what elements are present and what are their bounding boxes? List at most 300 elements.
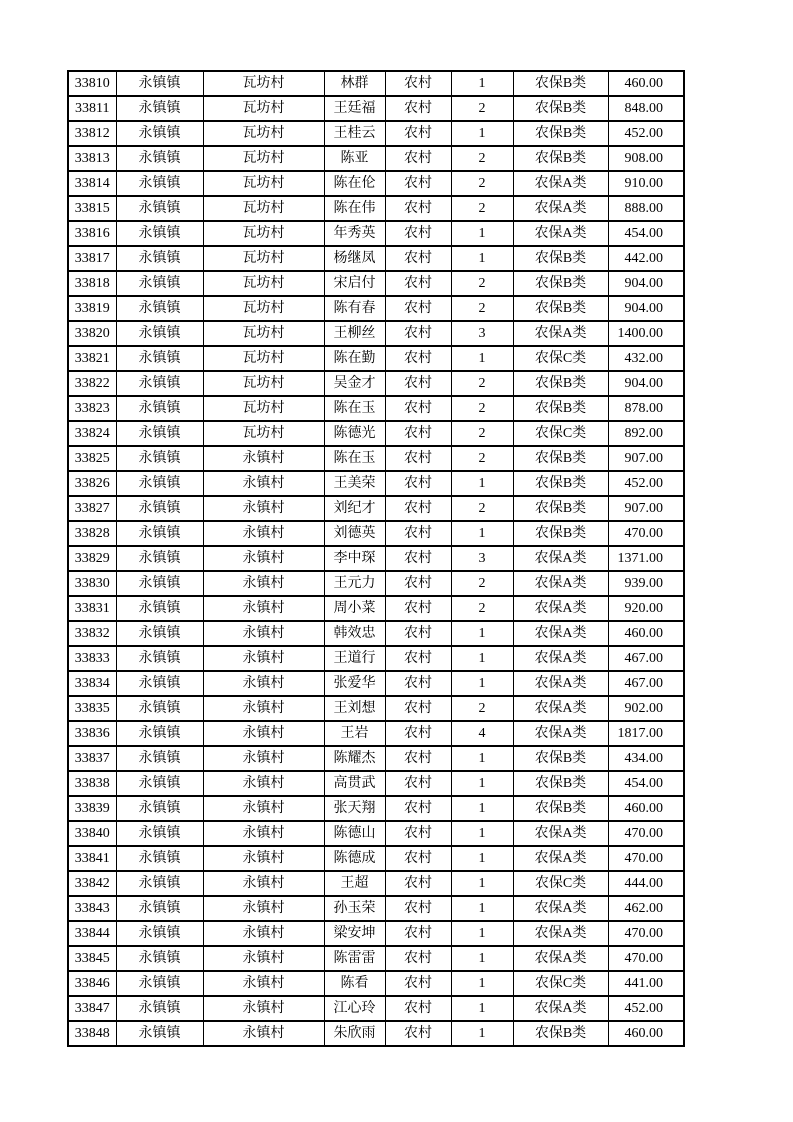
table-row [68,171,684,196]
insurance-category-cell: 农保A类 [513,321,608,346]
town-cell: 永镇镇 [116,896,203,921]
village-cell: 永镇村 [203,796,324,821]
serial-number-cell: 33831 [68,596,116,621]
town-cell: 永镇镇 [116,546,203,571]
person-name-cell: 王岩 [324,721,385,746]
village-cell: 瓦坊村 [203,96,324,121]
insurance-category-cell: 农保C类 [513,871,608,896]
village-cell: 瓦坊村 [203,246,324,271]
amount-cell: 462.00 [608,896,684,921]
person-count-cell: 1 [451,796,513,821]
person-name-cell: 陈看 [324,971,385,996]
locality-type-cell: 农村 [385,521,451,546]
village-cell: 瓦坊村 [203,321,324,346]
amount-cell: 920.00 [608,596,684,621]
locality-type-cell: 农村 [385,796,451,821]
person-name-cell: 吴金才 [324,371,385,396]
serial-number-cell: 33824 [68,421,116,446]
person-count-cell: 2 [451,96,513,121]
person-name-cell: 江心玲 [324,996,385,1021]
amount-cell: 460.00 [608,796,684,821]
village-cell: 永镇村 [203,821,324,846]
serial-number-cell: 33844 [68,921,116,946]
amount-cell: 848.00 [608,96,684,121]
amount-cell: 878.00 [608,396,684,421]
table-row [68,1021,684,1046]
insurance-category-cell: 农保A类 [513,221,608,246]
person-name-cell: 年秀英 [324,221,385,246]
serial-number-cell: 33834 [68,671,116,696]
person-count-cell: 1 [451,246,513,271]
locality-type-cell: 农村 [385,471,451,496]
person-name-cell: 周小菜 [324,596,385,621]
village-cell: 永镇村 [203,996,324,1021]
table-row [68,521,684,546]
table-row [68,196,684,221]
insurance-category-cell: 农保C类 [513,421,608,446]
town-cell: 永镇镇 [116,121,203,146]
village-cell: 永镇村 [203,846,324,871]
locality-type-cell: 农村 [385,771,451,796]
person-count-cell: 1 [451,621,513,646]
village-cell: 永镇村 [203,496,324,521]
locality-type-cell: 农村 [385,496,451,521]
insurance-category-cell: 农保A类 [513,846,608,871]
person-name-cell: 杨继凤 [324,246,385,271]
insurance-category-cell: 农保A类 [513,646,608,671]
locality-type-cell: 农村 [385,246,451,271]
amount-cell: 452.00 [608,471,684,496]
town-cell: 永镇镇 [116,396,203,421]
person-count-cell: 1 [451,771,513,796]
amount-cell: 904.00 [608,271,684,296]
village-cell: 永镇村 [203,696,324,721]
locality-type-cell: 农村 [385,996,451,1021]
person-count-cell: 1 [451,921,513,946]
insurance-category-cell: 农保A类 [513,696,608,721]
table-row [68,546,684,571]
town-cell: 永镇镇 [116,846,203,871]
town-cell: 永镇镇 [116,671,203,696]
table-row [68,771,684,796]
table-row [68,121,684,146]
village-cell: 永镇村 [203,746,324,771]
person-count-cell: 1 [451,471,513,496]
town-cell: 永镇镇 [116,96,203,121]
insurance-category-cell: 农保A类 [513,621,608,646]
insurance-category-cell: 农保A类 [513,596,608,621]
table-row [68,221,684,246]
town-cell: 永镇镇 [116,696,203,721]
locality-type-cell: 农村 [385,421,451,446]
insurance-category-cell: 农保A类 [513,196,608,221]
locality-type-cell: 农村 [385,971,451,996]
insurance-category-cell: 农保B类 [513,246,608,271]
serial-number-cell: 33829 [68,546,116,571]
person-count-cell: 3 [451,546,513,571]
serial-number-cell: 33837 [68,746,116,771]
village-cell: 永镇村 [203,446,324,471]
serial-number-cell: 33830 [68,571,116,596]
person-count-cell: 1 [451,646,513,671]
person-count-cell: 2 [451,446,513,471]
amount-cell: 904.00 [608,371,684,396]
town-cell: 永镇镇 [116,571,203,596]
person-name-cell: 梁安坤 [324,921,385,946]
town-cell: 永镇镇 [116,146,203,171]
insurance-category-cell: 农保A类 [513,571,608,596]
pension-roster-table [67,70,685,1047]
town-cell: 永镇镇 [116,821,203,846]
town-cell: 永镇镇 [116,71,203,96]
town-cell: 永镇镇 [116,621,203,646]
serial-number-cell: 33848 [68,1021,116,1046]
amount-cell: 460.00 [608,71,684,96]
serial-number-cell: 33842 [68,871,116,896]
locality-type-cell: 农村 [385,396,451,421]
person-name-cell: 王超 [324,871,385,896]
town-cell: 永镇镇 [116,921,203,946]
person-count-cell: 2 [451,196,513,221]
person-name-cell: 张爱华 [324,671,385,696]
village-cell: 瓦坊村 [203,271,324,296]
table-row [68,246,684,271]
table-row [68,471,684,496]
amount-cell: 910.00 [608,171,684,196]
person-name-cell: 陈德成 [324,846,385,871]
serial-number-cell: 33838 [68,771,116,796]
amount-cell: 432.00 [608,346,684,371]
amount-cell: 1817.00 [608,721,684,746]
table-row [68,596,684,621]
amount-cell: 908.00 [608,146,684,171]
village-cell: 瓦坊村 [203,121,324,146]
locality-type-cell: 农村 [385,746,451,771]
table-row [68,996,684,1021]
insurance-category-cell: 农保B类 [513,121,608,146]
serial-number-cell: 33823 [68,396,116,421]
village-cell: 瓦坊村 [203,196,324,221]
village-cell: 永镇村 [203,946,324,971]
table-row [68,146,684,171]
town-cell: 永镇镇 [116,321,203,346]
amount-cell: 907.00 [608,496,684,521]
village-cell: 瓦坊村 [203,396,324,421]
table-row [68,921,684,946]
locality-type-cell: 农村 [385,646,451,671]
serial-number-cell: 33840 [68,821,116,846]
town-cell: 永镇镇 [116,246,203,271]
person-count-cell: 4 [451,721,513,746]
amount-cell: 460.00 [608,621,684,646]
person-name-cell: 陈雷雷 [324,946,385,971]
table-row [68,496,684,521]
locality-type-cell: 农村 [385,121,451,146]
person-name-cell: 张天翔 [324,796,385,821]
serial-number-cell: 33828 [68,521,116,546]
serial-number-cell: 33825 [68,446,116,471]
locality-type-cell: 农村 [385,321,451,346]
table-row [68,96,684,121]
town-cell: 永镇镇 [116,421,203,446]
table-row [68,696,684,721]
insurance-category-cell: 农保B类 [513,496,608,521]
table-row [68,846,684,871]
village-cell: 瓦坊村 [203,421,324,446]
locality-type-cell: 农村 [385,871,451,896]
amount-cell: 470.00 [608,921,684,946]
person-name-cell: 王刘想 [324,696,385,721]
serial-number-cell: 33810 [68,71,116,96]
person-name-cell: 陈在勤 [324,346,385,371]
village-cell: 永镇村 [203,871,324,896]
town-cell: 永镇镇 [116,171,203,196]
table-row [68,796,684,821]
amount-cell: 452.00 [608,121,684,146]
amount-cell: 1371.00 [608,546,684,571]
serial-number-cell: 33811 [68,96,116,121]
insurance-category-cell: 农保B类 [513,296,608,321]
person-name-cell: 王元力 [324,571,385,596]
serial-number-cell: 33841 [68,846,116,871]
locality-type-cell: 农村 [385,296,451,321]
serial-number-cell: 33846 [68,971,116,996]
person-count-cell: 2 [451,421,513,446]
table-row [68,271,684,296]
serial-number-cell: 33821 [68,346,116,371]
locality-type-cell: 农村 [385,546,451,571]
insurance-category-cell: 农保B类 [513,396,608,421]
serial-number-cell: 33845 [68,946,116,971]
serial-number-cell: 33815 [68,196,116,221]
town-cell: 永镇镇 [116,296,203,321]
insurance-category-cell: 农保B类 [513,471,608,496]
insurance-category-cell: 农保B类 [513,96,608,121]
serial-number-cell: 33822 [68,371,116,396]
locality-type-cell: 农村 [385,571,451,596]
table-row [68,946,684,971]
person-count-cell: 3 [451,321,513,346]
insurance-category-cell: 农保B类 [513,796,608,821]
insurance-category-cell: 农保A类 [513,996,608,1021]
amount-cell: 892.00 [608,421,684,446]
amount-cell: 441.00 [608,971,684,996]
person-count-cell: 1 [451,871,513,896]
person-count-cell: 2 [451,396,513,421]
town-cell: 永镇镇 [116,721,203,746]
person-count-cell: 1 [451,346,513,371]
locality-type-cell: 农村 [385,171,451,196]
locality-type-cell: 农村 [385,146,451,171]
table-row [68,571,684,596]
pension-roster-body [68,71,684,1046]
person-name-cell: 陈亚 [324,146,385,171]
village-cell: 瓦坊村 [203,296,324,321]
town-cell: 永镇镇 [116,996,203,1021]
locality-type-cell: 农村 [385,221,451,246]
town-cell: 永镇镇 [116,371,203,396]
amount-cell: 470.00 [608,821,684,846]
serial-number-cell: 33833 [68,646,116,671]
amount-cell: 1400.00 [608,321,684,346]
insurance-category-cell: 农保A类 [513,546,608,571]
serial-number-cell: 33827 [68,496,116,521]
town-cell: 永镇镇 [116,221,203,246]
table-row [68,446,684,471]
village-cell: 永镇村 [203,521,324,546]
village-cell: 永镇村 [203,546,324,571]
locality-type-cell: 农村 [385,671,451,696]
amount-cell: 442.00 [608,246,684,271]
table-row [68,671,684,696]
locality-type-cell: 农村 [385,271,451,296]
amount-cell: 454.00 [608,221,684,246]
town-cell: 永镇镇 [116,446,203,471]
person-count-cell: 2 [451,371,513,396]
person-count-cell: 1 [451,121,513,146]
insurance-category-cell: 农保A类 [513,821,608,846]
serial-number-cell: 33819 [68,296,116,321]
insurance-category-cell: 农保B类 [513,71,608,96]
locality-type-cell: 农村 [385,946,451,971]
town-cell: 永镇镇 [116,646,203,671]
insurance-category-cell: 农保C类 [513,346,608,371]
person-count-cell: 2 [451,596,513,621]
town-cell: 永镇镇 [116,746,203,771]
amount-cell: 470.00 [608,521,684,546]
person-name-cell: 高贯武 [324,771,385,796]
amount-cell: 888.00 [608,196,684,221]
person-name-cell: 林群 [324,71,385,96]
table-row [68,721,684,746]
amount-cell: 452.00 [608,996,684,1021]
town-cell: 永镇镇 [116,496,203,521]
person-count-cell: 2 [451,146,513,171]
insurance-category-cell: 农保A类 [513,896,608,921]
person-name-cell: 陈在伦 [324,171,385,196]
person-count-cell: 1 [451,971,513,996]
village-cell: 瓦坊村 [203,146,324,171]
table-row [68,71,684,96]
person-count-cell: 2 [451,171,513,196]
village-cell: 永镇村 [203,646,324,671]
village-cell: 永镇村 [203,721,324,746]
amount-cell: 904.00 [608,296,684,321]
insurance-category-cell: 农保B类 [513,771,608,796]
person-name-cell: 王桂云 [324,121,385,146]
insurance-category-cell: 农保C类 [513,971,608,996]
person-count-cell: 1 [451,746,513,771]
table-row [68,296,684,321]
person-name-cell: 王美荣 [324,471,385,496]
person-count-cell: 1 [451,71,513,96]
town-cell: 永镇镇 [116,196,203,221]
insurance-category-cell: 农保B类 [513,746,608,771]
amount-cell: 467.00 [608,671,684,696]
town-cell: 永镇镇 [116,346,203,371]
town-cell: 永镇镇 [116,271,203,296]
person-name-cell: 王道行 [324,646,385,671]
person-count-cell: 1 [451,821,513,846]
person-name-cell: 陈在玉 [324,396,385,421]
locality-type-cell: 农村 [385,621,451,646]
insurance-category-cell: 农保A类 [513,921,608,946]
person-name-cell: 王柳丝 [324,321,385,346]
person-name-cell: 刘纪才 [324,496,385,521]
village-cell: 永镇村 [203,971,324,996]
town-cell: 永镇镇 [116,971,203,996]
locality-type-cell: 农村 [385,921,451,946]
person-name-cell: 陈德光 [324,421,385,446]
locality-type-cell: 农村 [385,96,451,121]
village-cell: 永镇村 [203,571,324,596]
table-row [68,896,684,921]
table-row [68,646,684,671]
insurance-category-cell: 农保B类 [513,1021,608,1046]
locality-type-cell: 农村 [385,446,451,471]
table-row [68,746,684,771]
village-cell: 永镇村 [203,771,324,796]
table-row [68,971,684,996]
insurance-category-cell: 农保B类 [513,271,608,296]
person-count-cell: 1 [451,1021,513,1046]
amount-cell: 907.00 [608,446,684,471]
village-cell: 永镇村 [203,596,324,621]
insurance-category-cell: 农保B类 [513,371,608,396]
amount-cell: 460.00 [608,1021,684,1046]
serial-number-cell: 33826 [68,471,116,496]
village-cell: 永镇村 [203,921,324,946]
insurance-category-cell: 农保A类 [513,946,608,971]
serial-number-cell: 33818 [68,271,116,296]
village-cell: 永镇村 [203,621,324,646]
person-name-cell: 王廷福 [324,96,385,121]
locality-type-cell: 农村 [385,1021,451,1046]
table-row [68,321,684,346]
amount-cell: 467.00 [608,646,684,671]
person-count-cell: 2 [451,271,513,296]
village-cell: 瓦坊村 [203,371,324,396]
village-cell: 瓦坊村 [203,71,324,96]
village-cell: 永镇村 [203,671,324,696]
town-cell: 永镇镇 [116,871,203,896]
person-count-cell: 1 [451,671,513,696]
person-count-cell: 1 [451,846,513,871]
person-name-cell: 陈在伟 [324,196,385,221]
serial-number-cell: 33843 [68,896,116,921]
serial-number-cell: 33817 [68,246,116,271]
amount-cell: 454.00 [608,771,684,796]
insurance-category-cell: 农保A类 [513,671,608,696]
locality-type-cell: 农村 [385,721,451,746]
person-name-cell: 陈在玉 [324,446,385,471]
town-cell: 永镇镇 [116,471,203,496]
person-count-cell: 1 [451,896,513,921]
person-name-cell: 陈德山 [324,821,385,846]
table-row [68,621,684,646]
locality-type-cell: 农村 [385,696,451,721]
person-name-cell: 孙玉荣 [324,896,385,921]
locality-type-cell: 农村 [385,196,451,221]
serial-number-cell: 33836 [68,721,116,746]
village-cell: 瓦坊村 [203,171,324,196]
town-cell: 永镇镇 [116,1021,203,1046]
town-cell: 永镇镇 [116,796,203,821]
person-name-cell: 朱欣雨 [324,1021,385,1046]
table-row [68,346,684,371]
serial-number-cell: 33816 [68,221,116,246]
person-name-cell: 陈有春 [324,296,385,321]
